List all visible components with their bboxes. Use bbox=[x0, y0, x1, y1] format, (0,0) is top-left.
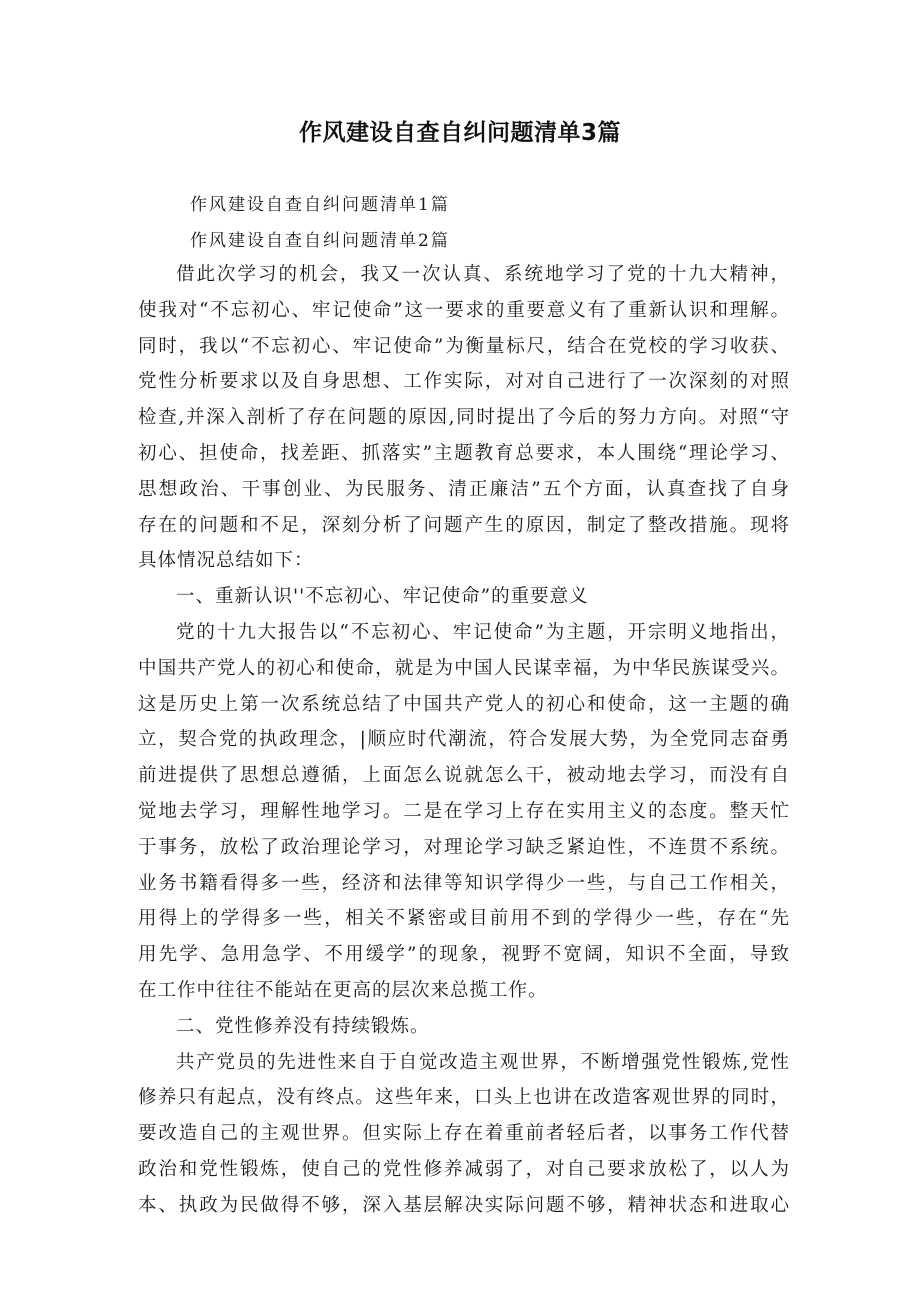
body-text-line: 修养只有起点，没有终点。这些年来，口头上也讲在改造客观世界的同时， bbox=[138, 1087, 790, 1109]
body-text-line: 政治和党性锻炼，使自己的党性修养减弱了，对自己要求放松了，以人为 bbox=[138, 1158, 790, 1180]
body-text-line: 共产党员的先进性来自于自觉改造主观世界，不断增强党性锻炼,党性 bbox=[176, 1051, 790, 1073]
body-text-line: 前进提供了思想总遵循，上面怎么说就怎么干，被动地去学习，而没有自 bbox=[138, 765, 790, 787]
body-text-line: 立，契合党的执政理念，|顺应时代潮流，符合发展大势，为全党同志奋勇 bbox=[138, 729, 790, 751]
body-text-line: 这是历史上第一次系统总结了中国共产党人的初心和使命，这一主题的确 bbox=[138, 693, 790, 715]
body-text-line: 使我对“不忘初心、牢记使命”这一要求的重要意义有了重新认识和理解。 bbox=[138, 299, 790, 321]
body-text-line: 要改造自己的主观世界。但实际上存在着重前者轻后者，以事务工作代替 bbox=[138, 1123, 790, 1145]
body-text-line: 用得上的学得多一些，相关不紧密或目前用不到的学得少一些，存在“先 bbox=[138, 908, 790, 930]
body-text-line: 初心、担使命，找差距、抓落实”主题教育总要求，本人围绕“理论学习、 bbox=[138, 442, 790, 464]
body-text-line: 党性分析要求以及自身思想、工作实际，对对自己进行了一次深刻的对照 bbox=[138, 371, 790, 393]
body-text-line: 思想政治、干事创业、为民服务、清正廉洁”五个方面，认真查找了自身 bbox=[138, 478, 790, 500]
toc-item: 作风建设自查自纠问题清单2篇 bbox=[190, 231, 450, 251]
body-text-line: 于事务，放松了政治理论学习，对理论学习缺乏紧迫性，不连贯不系统。 bbox=[138, 836, 790, 858]
body-text-line: 检查,并深入剖析了存在问题的原因,同时提出了今后的努力方向。对照“守 bbox=[138, 407, 790, 429]
toc-list bbox=[190, 187, 450, 259]
body-text-line: 同时，我以“不忘初心、牢记使命”为衡量标尺，结合在党校的学习收获、 bbox=[138, 335, 790, 357]
body-text-line: 中国共产党人的初心和使命，就是为中国人民谋幸福，为中华民族谋受兴。 bbox=[138, 657, 790, 679]
body-text-line: 具体情况总结如下： bbox=[138, 550, 314, 572]
body-text-line: 党的十九大报告以“不忘初心、牢记使命”为主题，开宗明义地指出， bbox=[176, 621, 790, 643]
toc-item: 作风建设自查自纠问题清单1篇 bbox=[190, 195, 450, 215]
body-text-line: 借此次学习的机会，我又一次认真、系统地学习了党的十九大精神， bbox=[176, 264, 790, 285]
section-heading: 二、党性修养没有持续锻炼。 bbox=[176, 1015, 430, 1037]
document-title: 作风建设自查自纠问题清单3篇 bbox=[298, 120, 621, 146]
document-body bbox=[138, 257, 790, 1224]
body-text-line: 用先学、急用急学、不用缓学”的现象，视野不宽阔，知识不全面，导致 bbox=[138, 944, 790, 966]
body-text-line: 业务书籍看得多一些，经济和法律等知识学得少一些，与自己工作相关， bbox=[138, 872, 790, 894]
body-text-line: 本、执政为民做得不够，深入基层解决实际问题不够，精神状态和进取心 bbox=[138, 1194, 790, 1216]
body-text-line: 在工作中往往不能站在更高的层次来总揽工作。 bbox=[138, 979, 548, 1001]
body-text-line: 存在的问题和不足，深刻分析了问题产生的原因，制定了整改措施。现将 bbox=[138, 514, 790, 536]
body-text-line: 觉地去学习，理解性地学习。二是在学习上存在实用主义的态度。整天忙 bbox=[138, 800, 790, 822]
section-heading: 一、重新认识''不忘初心、牢记使命”的重要意义 bbox=[176, 586, 589, 608]
